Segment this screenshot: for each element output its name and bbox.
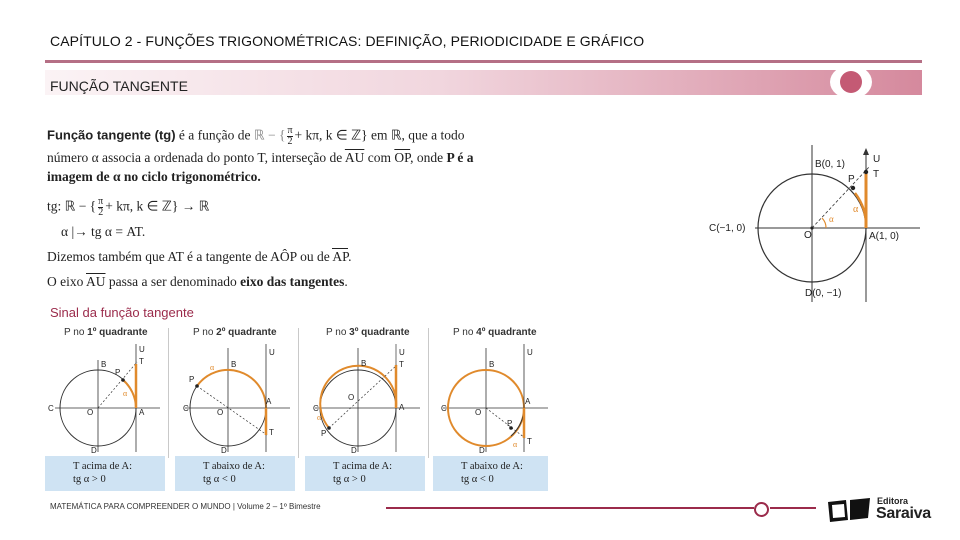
- footer-text: MATEMÁTICA PARA COMPREENDER O MUNDO | Volume 2 – 1º Bimestre: [50, 502, 321, 511]
- panel-caption-q3: T acima de A: tg α > 0: [305, 456, 425, 491]
- banner-dot-icon: [840, 71, 862, 93]
- footer-rule-right: [770, 507, 816, 509]
- chapter-title: CAPÍTULO 2 - FUNÇÕES TRIGONOMÉTRICAS: DEFINIÇÃO, PERIODICIDADE E GRÁFICO: [50, 33, 645, 49]
- panel-q3-figure: [305, 340, 425, 455]
- svg-text:B: B: [361, 359, 367, 368]
- definition-line-3: imagem de α no ciclo trigonométrico.: [47, 169, 261, 184]
- definition-line-1: Função tangente (tg) é a função de ℝ − { $\frac{\pi}{2}$ + kπ, k ∈ ℤ} em ℝ, que a todo: [47, 125, 465, 147]
- label-alpha-outer: α: [853, 204, 859, 215]
- svg-text:A: A: [525, 397, 531, 406]
- chapter-divider: [45, 60, 922, 63]
- svg-text:C: C: [48, 404, 54, 413]
- panel-caption-q2: T abaixo de A: tg α < 0: [175, 456, 295, 491]
- svg-text:P: P: [189, 375, 195, 384]
- point-p: [851, 186, 855, 190]
- label-t: T: [873, 169, 880, 180]
- svg-text:D: D: [479, 446, 485, 455]
- svg-text:U: U: [139, 345, 145, 354]
- label-p: P: [848, 174, 855, 185]
- label-b: B(0, 1): [815, 159, 846, 170]
- svg-text:α: α: [210, 363, 215, 372]
- svg-text:T: T: [269, 428, 274, 437]
- svg-text:C: C: [183, 404, 189, 413]
- tangent-axis-statement: O eixo $\overline{AU}$ passa a ser denominado eixo das tangentes.: [47, 274, 348, 289]
- svg-text:U: U: [399, 348, 405, 357]
- panel-q2-figure: [175, 340, 295, 455]
- svg-text:T: T: [139, 357, 144, 366]
- svg-text:C: C: [313, 404, 319, 413]
- svg-text:T: T: [399, 360, 404, 369]
- label-c: C(−1, 0): [709, 223, 746, 234]
- svg-text:α: α: [513, 440, 518, 449]
- panel-caption-q1: T acima de A: tg α > 0: [45, 456, 165, 491]
- svg-text:C: C: [441, 404, 447, 413]
- label-a: A(1, 0): [869, 231, 900, 242]
- svg-text:B: B: [231, 360, 237, 369]
- svg-text:O: O: [217, 408, 224, 417]
- panel-separator: [168, 328, 169, 458]
- svg-text:D: D: [351, 446, 357, 455]
- panel-title-q2: P no 2º quadrante: [193, 327, 277, 338]
- tangent-statement: Dizemos também que AT é a tangente de AÔP ou de AP.: [47, 249, 352, 264]
- svg-text:O: O: [475, 408, 482, 417]
- svg-text:A: A: [139, 408, 145, 417]
- svg-text:D: D: [221, 446, 227, 455]
- panel-title-q4: P no 4º quadrante: [453, 327, 537, 338]
- panel-title-q3: P no 3º quadrante: [326, 327, 410, 338]
- main-unit-circle-figure: [705, 140, 920, 305]
- panel-separator: [428, 328, 429, 458]
- logo-publisher-small: Editora: [877, 496, 909, 506]
- function-rule: α |→ tg α = AT.: [61, 224, 146, 239]
- panel-q4-figure: [433, 340, 553, 455]
- label-d: D(0, −1): [805, 288, 842, 299]
- label-o: O: [804, 230, 812, 241]
- label-u: U: [873, 154, 881, 165]
- logo-publisher-name: Saraiva: [876, 505, 931, 522]
- svg-text:O: O: [348, 393, 355, 402]
- svg-text:P: P: [321, 429, 327, 438]
- svg-text:U: U: [527, 348, 533, 357]
- panel-separator: [298, 328, 299, 458]
- svg-text:α: α: [317, 413, 322, 422]
- svg-text:α: α: [123, 389, 128, 398]
- point-t: [864, 170, 868, 174]
- panel-q1-figure: [45, 340, 165, 455]
- svg-text:D: D: [91, 446, 97, 455]
- svg-text:T: T: [527, 437, 532, 446]
- sign-section-title: Sinal da função tangente: [50, 305, 194, 320]
- svg-text:A: A: [399, 403, 405, 412]
- footer-rule: [386, 507, 754, 509]
- function-mapping: tg: ℝ − { $\frac{\pi}{2}$ + kπ, k ∈ ℤ} → ℝ: [47, 196, 210, 218]
- svg-text:O: O: [87, 408, 94, 417]
- panel-title-q1: P no 1º quadrante: [64, 327, 148, 338]
- svg-text:P: P: [507, 419, 513, 428]
- svg-text:U: U: [269, 348, 275, 357]
- panel-caption-q4: T abaixo de A: tg α < 0: [433, 456, 548, 491]
- svg-text:P: P: [115, 368, 121, 377]
- section-title: FUNÇÃO TANGENTE: [50, 78, 188, 94]
- footer-circle-icon: [754, 502, 769, 517]
- svg-text:B: B: [101, 360, 107, 369]
- svg-text:A: A: [266, 397, 272, 406]
- svg-text:B: B: [489, 360, 495, 369]
- book-logo-icon: [826, 496, 872, 524]
- label-alpha-inner: α: [829, 214, 834, 224]
- definition-line-2: número α associa a ordenada do ponto T, interseção de $\overline{AU}$ com $\overline{OP}$, onde P é a: [47, 150, 474, 165]
